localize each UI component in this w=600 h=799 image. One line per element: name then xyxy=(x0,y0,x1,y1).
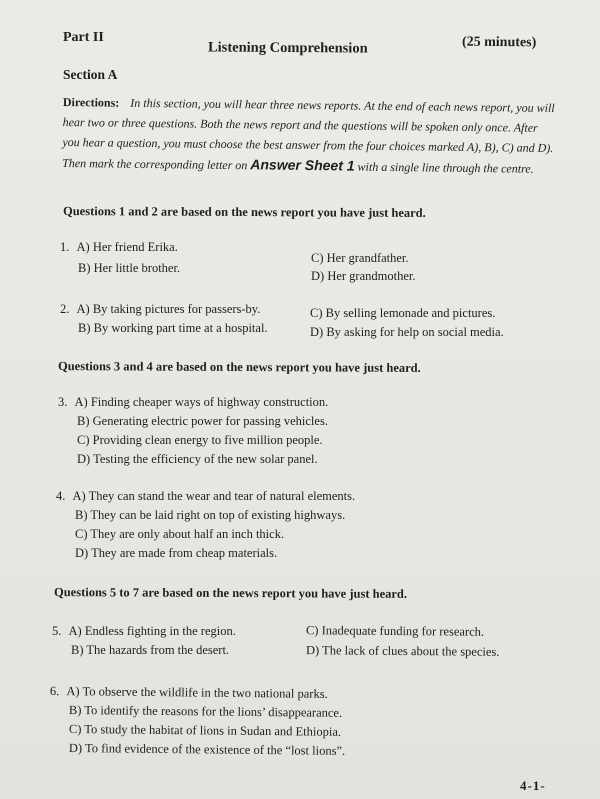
option-a: A) By taking pictures for passers-by. xyxy=(76,302,261,316)
option-a: A) To observe the wildlife in the two national parks. xyxy=(66,684,328,701)
question-3-d: D) Testing the efficiency of the new solar panel. xyxy=(77,452,318,466)
directions-end: with a single line through the centre. xyxy=(357,159,534,176)
question-1-a xyxy=(60,240,178,255)
question-number: 6. xyxy=(49,684,60,699)
directions-text: In this section, you will hear three news reports. At the end of each news report, you will hear two or three questions. Both the news report and the questions will be spoken only once. After you hear a question, you must choose the best answer from the four choices marked A), B), C) and D). Then mark the corresponding letter on xyxy=(62,95,555,173)
question-6-d: D) To find evidence of the existence of the “lost lions”. xyxy=(68,741,346,758)
question-number: 5. xyxy=(52,624,62,638)
question-number: 4. xyxy=(56,489,66,503)
question-4-a xyxy=(56,489,355,504)
option-a: A) Finding cheaper ways of highway construction. xyxy=(74,395,329,409)
question-number: 3. xyxy=(58,395,68,409)
group-heading-1: Questions 1 and 2 are based on the news report you have just heard. xyxy=(62,204,426,220)
question-2-c: C) By selling lemonade and pictures. xyxy=(310,306,496,320)
question-6-a xyxy=(50,684,328,702)
question-5-c: C) Inadequate funding for research. xyxy=(305,623,485,639)
question-4-b: B) They can be laid right on top of existing highways. xyxy=(75,508,346,522)
question-number: 1. xyxy=(60,240,70,254)
section-title: Listening Comprehension xyxy=(207,39,368,57)
question-4-d: D) They are made from cheap materials. xyxy=(75,546,278,560)
question-2-a xyxy=(60,302,260,317)
question-2-b: B) By working part time at a hospital. xyxy=(78,321,268,335)
question-5-d: D) The lack of clues about the species. xyxy=(305,643,500,659)
question-6-b: B) To identify the reasons for the lions’ disappearance. xyxy=(68,703,343,720)
answer-sheet-label: Answer Sheet 1 xyxy=(250,156,355,174)
question-6-c: C) To study the habitat of lions in Sudan and Ethiopia. xyxy=(68,722,342,739)
option-a: A) Her friend Erika. xyxy=(76,240,178,254)
part-label: Part II xyxy=(63,30,104,45)
question-1-b: B) Her little brother. xyxy=(78,261,181,275)
directions-label: Directions: xyxy=(62,94,120,110)
directions-block xyxy=(62,92,558,179)
question-1-d: D) Her grandmother. xyxy=(311,269,416,283)
question-5-b: B) The hazards from the desert. xyxy=(71,643,230,657)
option-a: A) Endless fighting in the region. xyxy=(68,624,236,638)
question-number: 2. xyxy=(60,302,70,316)
question-4-c: C) They are only about half an inch thick. xyxy=(75,527,285,541)
question-1-c: C) Her grandfather. xyxy=(311,251,409,265)
question-3-a xyxy=(58,395,328,410)
page-number: 4-1- xyxy=(520,778,546,793)
question-5-a xyxy=(52,624,236,639)
section-label: Section A xyxy=(63,67,118,82)
question-2-d: D) By asking for help on social media. xyxy=(310,325,504,339)
option-a: A) They can stand the wear and tear of natural elements. xyxy=(72,489,356,503)
question-3-c: C) Providing clean energy to five million people. xyxy=(77,433,323,447)
group-heading-3: Questions 5 to 7 are based on the news report you have just heard. xyxy=(53,585,408,601)
group-heading-2: Questions 3 and 4 are based on the news report you have just heard. xyxy=(57,359,421,375)
question-3-b: B) Generating electric power for passing vehicles. xyxy=(77,414,328,428)
time-limit: (25 minutes) xyxy=(461,34,537,51)
